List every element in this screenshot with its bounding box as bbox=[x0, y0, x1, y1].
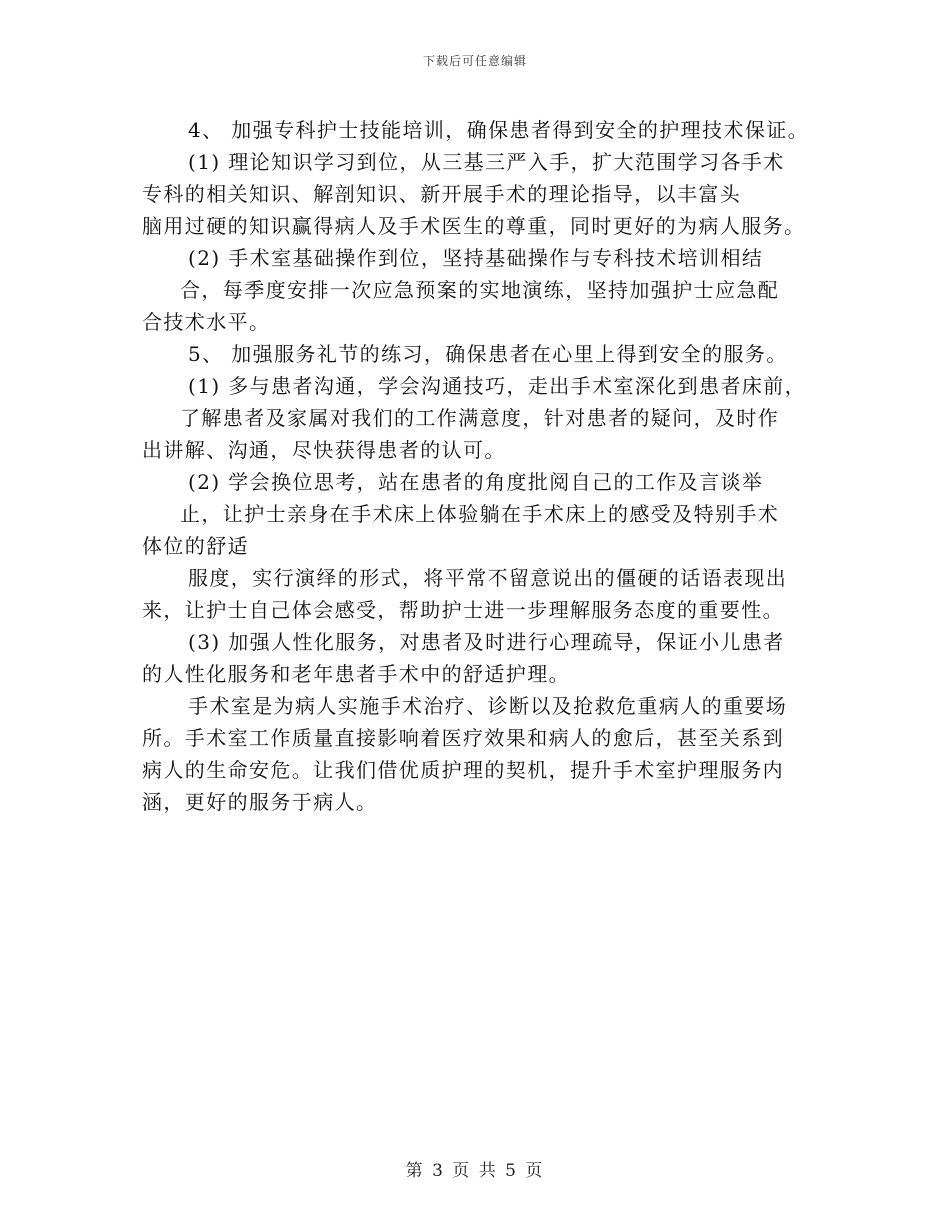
paragraph-line: (2) 手术室基础操作到位，坚持基础操作与专科技术培训相结 bbox=[188, 246, 764, 270]
paragraph-line: 病人的生命安危。让我们借优质护理的契机，提升手术室护理服务内 bbox=[142, 758, 784, 782]
paragraph-line: 脑用过硬的知识赢得病人及手术医生的尊重，同时更好的为病人服务。 bbox=[142, 214, 806, 238]
paragraph-line: 出讲解、沟通，尽快获得患者的认可。 bbox=[142, 438, 506, 462]
paragraph-line: (3) 加强人性化服务，对患者及时进行心理疏导，保证小儿患者 bbox=[188, 630, 785, 654]
page-number: 第 3 页 共 5 页 bbox=[405, 1161, 545, 1181]
section-5-heading: 5、 加强服务礼节的练习，确保患者在心里上得到安全的服务。 bbox=[188, 342, 788, 366]
paragraph-line: 所。手术室工作质量直接影响着医疗效果和病人的愈后，甚至关系到 bbox=[142, 726, 784, 750]
paragraph-line: 服度，实行演绎的形式，将平常不留意说出的僵硬的话语表现出 bbox=[188, 566, 788, 590]
paragraph-line: (1) 多与患者沟通，学会沟通技巧，走出手术室深化到患者床前， bbox=[188, 374, 807, 398]
paragraph-line: 手术室是为病人实施手术治疗、诊断以及抢救危重病人的重要场 bbox=[188, 694, 788, 718]
paragraph-line: 合技术水平。 bbox=[142, 310, 271, 334]
paragraph-line: 来，让护士自己体会感受，帮助护士进一步理解服务态度的重要性。 bbox=[142, 598, 784, 622]
page-header: 下载后可任意编辑 bbox=[422, 54, 527, 68]
paragraph-line: 了解患者及家属对我们的工作满意度，针对患者的疑问，及时作 bbox=[180, 406, 780, 430]
paragraph-line: (1) 理论知识学习到位，从三基三严入手，扩大范围学习各手术 bbox=[188, 150, 785, 174]
paragraph-line: 专科的相关知识、解剖知识、新开展手术的理论指导，以丰富头 bbox=[142, 182, 742, 206]
paragraph-line: 涵，更好的服务于病人。 bbox=[142, 790, 378, 814]
section-4-heading: 4、 加强专科护士技能培训，确保患者得到安全的护理技术保证。 bbox=[188, 118, 810, 142]
paragraph-line: 止，让护士亲身在手术床上体验躺在手术床上的感受及特别手术 bbox=[180, 502, 780, 526]
paragraph-line: (2) 学会换位思考，站在患者的角度批阅自己的工作及言谈举 bbox=[188, 470, 764, 494]
document-body bbox=[142, 114, 822, 818]
paragraph-line: 的人性化服务和老年患者手术中的舒适护理。 bbox=[142, 662, 570, 686]
paragraph-line: 合，每季度安排一次应急预案的实地演练，坚持加强护士应急配 bbox=[180, 278, 780, 302]
paragraph-line: 体位的舒适 bbox=[142, 534, 249, 558]
